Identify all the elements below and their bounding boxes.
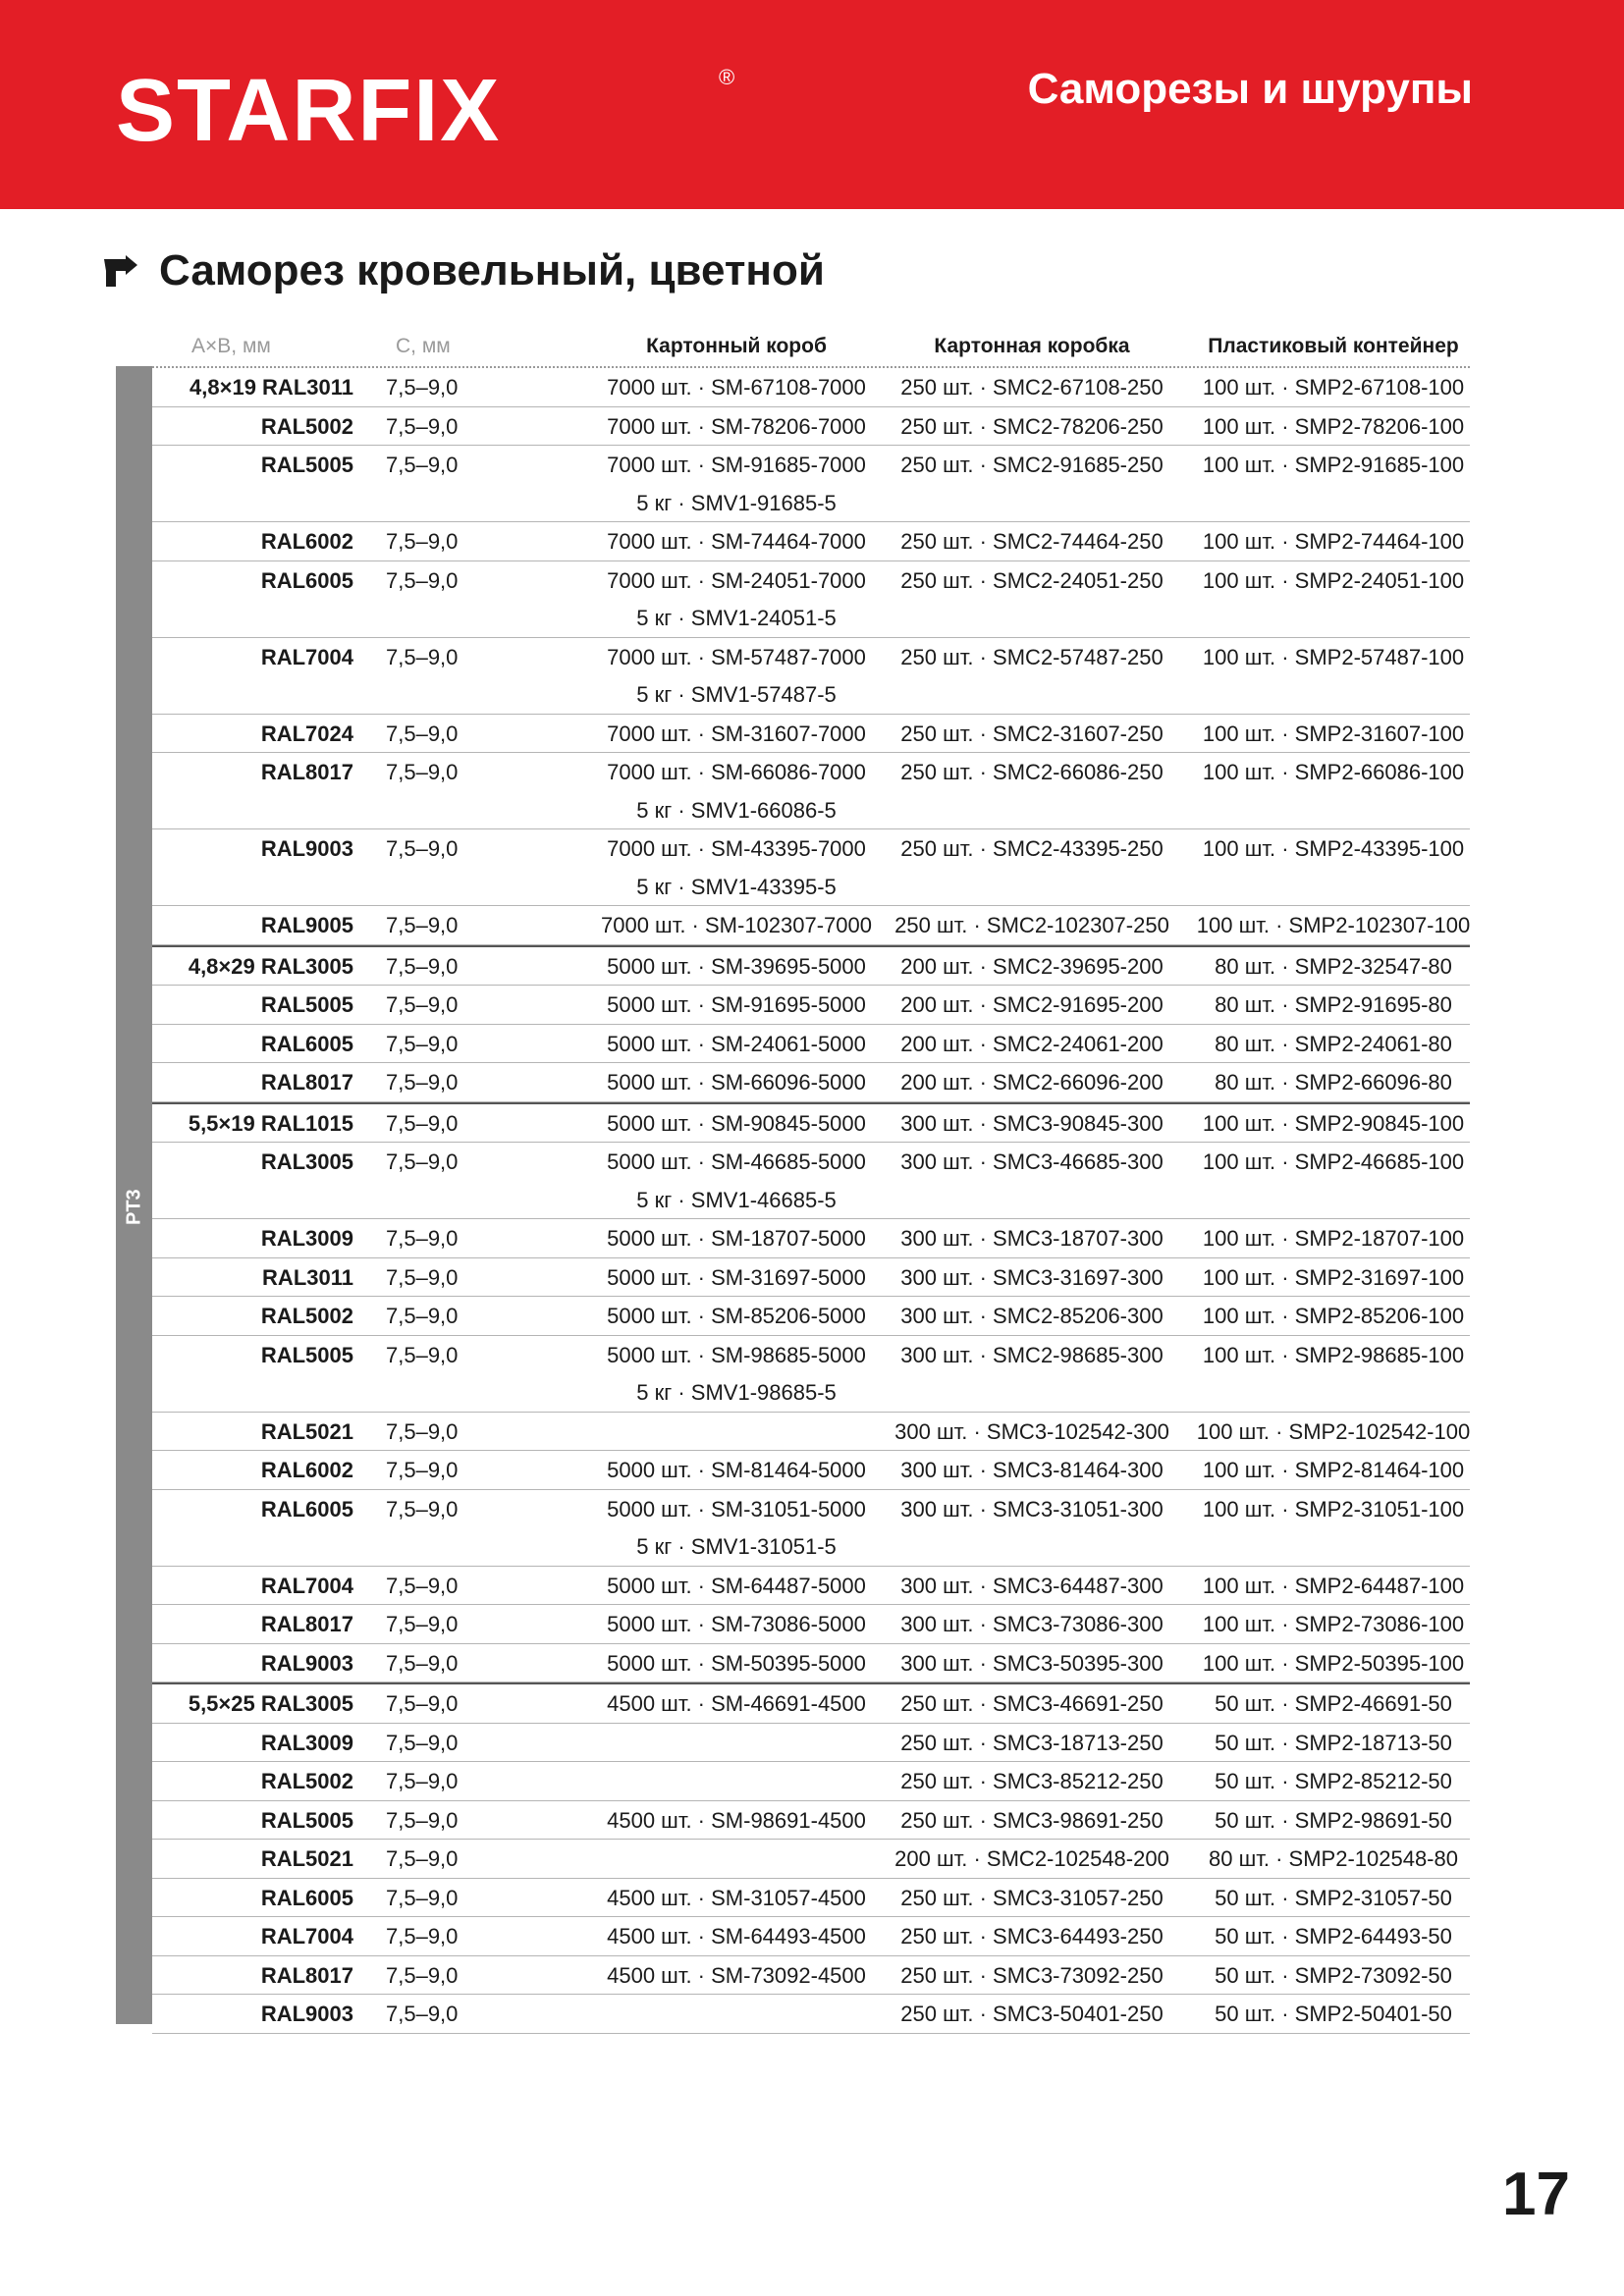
cell-size: RAL7004 bbox=[260, 1924, 353, 1949]
cell-size: RAL6005 bbox=[260, 1885, 353, 1910]
cell-size: RAL7004 bbox=[260, 644, 353, 669]
cell-box: 7000 шт. · SM-78206-7000 bbox=[607, 413, 866, 439]
table-row bbox=[152, 1490, 1470, 1567]
cell-box: 5 кг · SMV1-24051-5 bbox=[636, 606, 837, 630]
cell-box: 5000 шт. · SM-18707-5000 bbox=[607, 1226, 866, 1251]
cell-plastic: 100 шт. · SMP2-91685-100 bbox=[1202, 453, 1465, 477]
cell-carton: 250 шт. · SMC3-18713-250 bbox=[900, 1730, 1164, 1755]
row-line bbox=[152, 715, 1470, 753]
cell-box: 5000 шт. · SM-90845-5000 bbox=[607, 1110, 866, 1136]
cell-size: 4,8×19 RAL3011 bbox=[189, 375, 353, 400]
row-line bbox=[152, 484, 1470, 522]
cell-c: 7,5–9,0 bbox=[386, 1650, 459, 1676]
cell-c: 7,5–9,0 bbox=[386, 1924, 459, 1949]
table-row bbox=[152, 1451, 1470, 1490]
cell-plastic: 80 шт. · SMP2-24061-80 bbox=[1215, 1031, 1452, 1056]
cell-size: RAL8017 bbox=[260, 1612, 353, 1636]
cell-plastic: 100 шт. · SMP2-31607-100 bbox=[1202, 721, 1465, 746]
row-line bbox=[152, 986, 1470, 1024]
table-row bbox=[152, 638, 1470, 715]
table-row bbox=[152, 1025, 1470, 1064]
row-line bbox=[152, 1373, 1470, 1412]
header-c: C, мм bbox=[396, 335, 451, 357]
cell-plastic: 100 шт. · SMP2-66086-100 bbox=[1202, 760, 1465, 784]
cell-c: 7,5–9,0 bbox=[386, 1031, 459, 1056]
cell-plastic: 80 шт. · SMP2-102548-80 bbox=[1209, 1846, 1458, 1871]
cell-box: 4500 шт. · SM-46691-4500 bbox=[607, 1691, 866, 1716]
cell-c: 7,5–9,0 bbox=[386, 1496, 459, 1522]
cell-plastic: 100 шт. · SMP2-50395-100 bbox=[1202, 1650, 1465, 1676]
cell-size: 4,8×29 RAL3005 bbox=[188, 953, 353, 979]
row-line bbox=[152, 407, 1470, 446]
cell-carton: 300 шт. · SMC3-90845-300 bbox=[900, 1110, 1164, 1136]
cell-plastic: 100 шт. · SMP2-64487-100 bbox=[1202, 1573, 1465, 1598]
cell-plastic: 50 шт. · SMP2-46691-50 bbox=[1215, 1691, 1452, 1716]
row-line bbox=[152, 1219, 1470, 1257]
cell-c: 7,5–9,0 bbox=[386, 992, 459, 1017]
section-title: Саморезы и шурупы bbox=[1027, 65, 1473, 113]
cell-carton: 250 шт. · SMC3-50401-250 bbox=[900, 2002, 1164, 2026]
cell-c: 7,5–9,0 bbox=[386, 1304, 459, 1328]
table-row bbox=[152, 1840, 1470, 1879]
cell-carton: 250 шт. · SMC2-67108-250 bbox=[900, 375, 1164, 400]
cell-size: RAL6002 bbox=[260, 1458, 353, 1482]
header-carton: Картонная коробка bbox=[934, 335, 1130, 357]
registered-mark: ® bbox=[719, 65, 735, 89]
cell-carton: 250 шт. · SMC2-102307-250 bbox=[894, 913, 1169, 937]
table-row bbox=[152, 1102, 1470, 1144]
cell-box: 4500 шт. · SM-64493-4500 bbox=[607, 1924, 866, 1949]
table-row bbox=[152, 1956, 1470, 1996]
table-row bbox=[152, 715, 1470, 754]
cell-box: 4500 шт. · SM-31057-4500 bbox=[607, 1885, 866, 1910]
cell-c: 7,5–9,0 bbox=[386, 1691, 459, 1716]
cell-carton: 250 шт. · SMC2-24051-250 bbox=[900, 567, 1164, 593]
cell-c: 7,5–9,0 bbox=[386, 375, 459, 400]
table-row bbox=[152, 1258, 1470, 1298]
row-line bbox=[152, 1181, 1470, 1219]
cell-box: 7000 шт. · SM-43395-7000 bbox=[607, 836, 866, 861]
cell-c: 7,5–9,0 bbox=[386, 1730, 459, 1755]
cell-c: 7,5–9,0 bbox=[386, 1342, 459, 1367]
table-row bbox=[152, 368, 1470, 407]
row-line bbox=[152, 1143, 1470, 1181]
cell-carton: 250 шт. · SMC3-46691-250 bbox=[900, 1691, 1164, 1716]
table-row bbox=[152, 407, 1470, 447]
cell-plastic: 100 шт. · SMP2-98685-100 bbox=[1202, 1342, 1465, 1367]
cell-box: 5000 шт. · SM-66096-5000 bbox=[607, 1070, 866, 1095]
cell-plastic: 100 шт. · SMP2-31697-100 bbox=[1202, 1264, 1465, 1290]
cell-carton: 250 шт. · SMC3-64493-250 bbox=[900, 1924, 1164, 1949]
row-line bbox=[152, 638, 1470, 676]
cell-size: RAL5021 bbox=[260, 1846, 353, 1871]
row-line bbox=[152, 1297, 1470, 1335]
cell-c: 7,5–9,0 bbox=[386, 567, 459, 593]
cell-carton: 300 шт. · SMC2-98685-300 bbox=[900, 1342, 1164, 1367]
cell-carton: 250 шт. · SMC2-74464-250 bbox=[900, 529, 1164, 554]
row-line bbox=[152, 947, 1470, 986]
cell-box: 5 кг · SMV1-66086-5 bbox=[636, 797, 837, 823]
cell-box: 5000 шт. · SM-39695-5000 bbox=[607, 953, 866, 979]
row-line bbox=[152, 1917, 1470, 1955]
row-line bbox=[152, 446, 1470, 484]
table-row bbox=[152, 1644, 1470, 1683]
row-line bbox=[152, 675, 1470, 714]
row-line bbox=[152, 1025, 1470, 1063]
cell-plastic: 100 шт. · SMP2-90845-100 bbox=[1202, 1110, 1465, 1136]
cell-size: RAL6005 bbox=[260, 567, 353, 593]
cell-carton: 250 шт. · SMC3-73092-250 bbox=[900, 1962, 1164, 1988]
table-row bbox=[152, 906, 1470, 945]
cell-carton: 200 шт. · SMC2-24061-200 bbox=[900, 1031, 1164, 1056]
cell-box: 5000 шт. · SM-85206-5000 bbox=[607, 1304, 866, 1328]
cell-carton: 300 шт. · SMC2-85206-300 bbox=[900, 1304, 1164, 1328]
cell-box: 5 кг · SMV1-91685-5 bbox=[636, 490, 837, 515]
header-plastic: Пластиковый контейнер bbox=[1208, 335, 1459, 357]
row-line bbox=[152, 753, 1470, 791]
row-line bbox=[152, 1063, 1470, 1101]
cell-plastic: 50 шт. · SMP2-50401-50 bbox=[1215, 2002, 1452, 2026]
row-line bbox=[152, 1258, 1470, 1297]
cell-c: 7,5–9,0 bbox=[386, 1418, 459, 1444]
header-size: A×B, мм bbox=[191, 335, 271, 357]
cell-box: 5000 шт. · SM-31051-5000 bbox=[607, 1496, 866, 1522]
cell-c: 7,5–9,0 bbox=[386, 953, 459, 979]
cell-box: 5000 шт. · SM-31697-5000 bbox=[607, 1264, 866, 1290]
table-row bbox=[152, 986, 1470, 1025]
cell-plastic: 100 шт. · SMP2-46685-100 bbox=[1202, 1149, 1465, 1174]
row-line bbox=[152, 1956, 1470, 1995]
cell-carton: 250 шт. · SMC2-66086-250 bbox=[900, 760, 1164, 784]
row-line bbox=[152, 1724, 1470, 1762]
table-row bbox=[152, 1801, 1470, 1841]
cell-carton: 200 шт. · SMC2-91695-200 bbox=[900, 992, 1164, 1017]
cell-size: RAL9003 bbox=[260, 836, 353, 861]
cell-box: 5 кг · SMV1-57487-5 bbox=[636, 682, 837, 707]
cell-size: RAL3011 bbox=[262, 1264, 353, 1290]
cell-size: RAL5002 bbox=[260, 1769, 353, 1793]
row-line bbox=[152, 368, 1470, 406]
cell-plastic: 50 шт. · SMP2-18713-50 bbox=[1215, 1730, 1452, 1755]
screw-head-icon bbox=[98, 251, 141, 291]
row-line bbox=[152, 1413, 1470, 1451]
cell-plastic: 100 шт. · SMP2-81464-100 bbox=[1202, 1458, 1465, 1482]
row-line bbox=[152, 1840, 1470, 1878]
cell-carton: 300 шт. · SMC3-102542-300 bbox=[894, 1418, 1169, 1444]
row-line bbox=[152, 1801, 1470, 1840]
cell-size: RAL5002 bbox=[260, 413, 353, 439]
cell-c: 7,5–9,0 bbox=[386, 529, 459, 554]
row-line bbox=[152, 1490, 1470, 1528]
cell-plastic: 100 шт. · SMP2-102542-100 bbox=[1196, 1418, 1471, 1444]
cell-c: 7,5–9,0 bbox=[386, 644, 459, 669]
cell-size: RAL6002 bbox=[260, 529, 353, 554]
cell-size: 5,5×19 RAL1015 bbox=[188, 1110, 353, 1136]
cell-c: 7,5–9,0 bbox=[386, 760, 459, 784]
cell-plastic: 100 шт. · SMP2-73086-100 bbox=[1202, 1612, 1465, 1636]
cell-c: 7,5–9,0 bbox=[386, 721, 459, 746]
product-table bbox=[152, 329, 1470, 2034]
table-row bbox=[152, 945, 1470, 987]
cell-carton: 200 шт. · SMC2-66096-200 bbox=[900, 1070, 1164, 1095]
cell-c: 7,5–9,0 bbox=[386, 1264, 459, 1290]
cell-plastic: 100 шт. · SMP2-57487-100 bbox=[1202, 644, 1465, 669]
row-line bbox=[152, 1644, 1470, 1682]
cell-size: RAL5002 bbox=[260, 1304, 353, 1328]
cell-size: RAL9003 bbox=[260, 2002, 353, 2026]
cell-carton: 250 шт. · SMC2-31607-250 bbox=[900, 721, 1164, 746]
table-row bbox=[152, 1219, 1470, 1258]
table-row bbox=[152, 446, 1470, 522]
row-line bbox=[152, 1995, 1470, 2033]
cell-carton: 250 шт. · SMC2-43395-250 bbox=[900, 836, 1164, 861]
cell-plastic: 100 шт. · SMP2-67108-100 bbox=[1202, 375, 1465, 400]
cell-box: 5 кг · SMV1-46685-5 bbox=[636, 1187, 837, 1212]
table-row bbox=[152, 1143, 1470, 1219]
cell-carton: 300 шт. · SMC3-50395-300 bbox=[900, 1650, 1164, 1676]
cell-plastic: 80 шт. · SMP2-32547-80 bbox=[1215, 953, 1452, 979]
table-row bbox=[152, 1995, 1470, 2034]
cell-box: 5000 шт. · SM-50395-5000 bbox=[607, 1650, 866, 1676]
cell-carton: 250 шт. · SMC2-91685-250 bbox=[900, 453, 1164, 477]
cell-plastic: 100 шт. · SMP2-24051-100 bbox=[1202, 567, 1465, 593]
cell-box: 5000 шт. · SM-73086-5000 bbox=[607, 1612, 866, 1636]
cell-plastic: 50 шт. · SMP2-64493-50 bbox=[1215, 1924, 1452, 1949]
cell-size: RAL9005 bbox=[260, 913, 353, 937]
cell-c: 7,5–9,0 bbox=[386, 1070, 459, 1095]
category-label: PT3 bbox=[123, 1189, 145, 1226]
cell-c: 7,5–9,0 bbox=[386, 1573, 459, 1598]
cell-c: 7,5–9,0 bbox=[386, 2002, 459, 2026]
cell-c: 7,5–9,0 bbox=[386, 1110, 459, 1136]
cell-box: 5 кг · SMV1-31051-5 bbox=[636, 1534, 837, 1559]
cell-size: RAL3005 bbox=[260, 1149, 353, 1174]
cell-plastic: 100 шт. · SMP2-18707-100 bbox=[1202, 1226, 1465, 1251]
cell-size: RAL5005 bbox=[260, 1342, 353, 1367]
page-title: Саморез кровельный, цветной bbox=[159, 246, 825, 294]
cell-box: 5000 шт. · SM-98685-5000 bbox=[607, 1342, 866, 1367]
cell-carton: 300 шт. · SMC3-73086-300 bbox=[900, 1612, 1164, 1636]
table-row bbox=[152, 1336, 1470, 1413]
cell-carton: 300 шт. · SMC3-18707-300 bbox=[900, 1226, 1164, 1251]
cell-plastic: 100 шт. · SMP2-102307-100 bbox=[1196, 913, 1471, 937]
cell-plastic: 100 шт. · SMP2-74464-100 bbox=[1202, 529, 1465, 554]
table-row bbox=[152, 1567, 1470, 1606]
table-row bbox=[152, 1917, 1470, 1956]
cell-carton: 250 шт. · SMC3-98691-250 bbox=[900, 1807, 1164, 1833]
cell-size: RAL6005 bbox=[260, 1031, 353, 1056]
cell-box: 5000 шт. · SM-46685-5000 bbox=[607, 1149, 866, 1174]
cell-c: 7,5–9,0 bbox=[386, 1885, 459, 1910]
cell-plastic: 80 шт. · SMP2-91695-80 bbox=[1215, 992, 1452, 1017]
page-header bbox=[0, 0, 1624, 209]
cell-carton: 250 шт. · SMC3-31057-250 bbox=[900, 1885, 1164, 1910]
cell-box: 5000 шт. · SM-81464-5000 bbox=[607, 1458, 866, 1482]
cell-box: 5 кг · SMV1-43395-5 bbox=[636, 874, 837, 899]
cell-plastic: 50 шт. · SMP2-98691-50 bbox=[1215, 1807, 1452, 1833]
row-line bbox=[152, 599, 1470, 637]
cell-carton: 300 шт. · SMC3-81464-300 bbox=[900, 1458, 1164, 1482]
cell-box: 5000 шт. · SM-91695-5000 bbox=[607, 992, 866, 1017]
table-row bbox=[152, 1297, 1470, 1336]
cell-plastic: 100 шт. · SMP2-43395-100 bbox=[1202, 836, 1465, 861]
table-row bbox=[152, 753, 1470, 829]
table-body bbox=[152, 368, 1470, 2034]
cell-c: 7,5–9,0 bbox=[386, 1458, 459, 1482]
row-line bbox=[152, 1567, 1470, 1605]
cell-size: RAL8017 bbox=[260, 760, 353, 784]
cell-plastic: 100 шт. · SMP2-31051-100 bbox=[1202, 1496, 1465, 1522]
starfix-logo bbox=[110, 37, 735, 165]
header-box: Картонный короб bbox=[646, 335, 827, 357]
page-number: 17 bbox=[1502, 2161, 1570, 2228]
cell-c: 7,5–9,0 bbox=[386, 836, 459, 861]
cell-c: 7,5–9,0 bbox=[386, 1769, 459, 1793]
cell-box: 4500 шт. · SM-98691-4500 bbox=[607, 1807, 866, 1833]
cell-box: 7000 шт. · SM-66086-7000 bbox=[607, 760, 866, 784]
cell-size: RAL5005 bbox=[260, 992, 353, 1017]
row-line bbox=[152, 1336, 1470, 1374]
cell-carton: 300 шт. · SMC3-46685-300 bbox=[900, 1149, 1164, 1174]
cell-carton: 300 шт. · SMC3-31051-300 bbox=[900, 1496, 1164, 1522]
cell-box: 7000 шт. · SM-91685-7000 bbox=[607, 453, 866, 477]
row-line bbox=[152, 868, 1470, 906]
table-row bbox=[152, 1879, 1470, 1918]
table-row bbox=[152, 1682, 1470, 1724]
cell-carton: 300 шт. · SMC3-64487-300 bbox=[900, 1573, 1164, 1598]
table-row bbox=[152, 1762, 1470, 1801]
cell-c: 7,5–9,0 bbox=[386, 1846, 459, 1871]
cell-box: 7000 шт. · SM-31607-7000 bbox=[607, 721, 866, 746]
cell-c: 7,5–9,0 bbox=[386, 1612, 459, 1636]
row-line bbox=[152, 1104, 1470, 1143]
cell-plastic: 100 шт. · SMP2-78206-100 bbox=[1202, 413, 1465, 439]
cell-carton: 250 шт. · SMC3-85212-250 bbox=[900, 1769, 1164, 1793]
cell-plastic: 50 шт. · SMP2-73092-50 bbox=[1215, 1962, 1452, 1988]
table-row bbox=[152, 1724, 1470, 1763]
cell-c: 7,5–9,0 bbox=[386, 1807, 459, 1833]
row-line bbox=[152, 906, 1470, 944]
cell-plastic: 100 шт. · SMP2-85206-100 bbox=[1202, 1304, 1465, 1328]
cell-size: RAL5021 bbox=[260, 1418, 353, 1444]
cell-size: RAL3009 bbox=[260, 1730, 353, 1755]
cell-size: 5,5×25 RAL3005 bbox=[188, 1691, 353, 1716]
logo-wordmark: STARFIX bbox=[116, 62, 502, 160]
row-line bbox=[152, 1451, 1470, 1489]
cell-size: RAL5005 bbox=[260, 453, 353, 477]
cell-size: RAL6005 bbox=[260, 1496, 353, 1522]
cell-box: 7000 шт. · SM-74464-7000 bbox=[607, 529, 866, 554]
cell-size: RAL8017 bbox=[260, 1070, 353, 1095]
cell-c: 7,5–9,0 bbox=[386, 1962, 459, 1988]
cell-carton: 300 шт. · SMC3-31697-300 bbox=[900, 1264, 1164, 1290]
cell-size: RAL7024 bbox=[260, 721, 353, 746]
table-row bbox=[152, 1605, 1470, 1644]
page-heading bbox=[98, 241, 825, 300]
cell-carton: 200 шт. · SMC2-102548-200 bbox=[894, 1846, 1169, 1871]
row-line bbox=[152, 1762, 1470, 1800]
row-line bbox=[152, 522, 1470, 561]
table-row bbox=[152, 1063, 1470, 1102]
cell-box: 5000 шт. · SM-64487-5000 bbox=[607, 1573, 866, 1598]
table-row bbox=[152, 522, 1470, 561]
row-line bbox=[152, 1879, 1470, 1917]
cell-box: 5000 шт. · SM-24061-5000 bbox=[607, 1031, 866, 1056]
cell-c: 7,5–9,0 bbox=[386, 1149, 459, 1174]
cell-size: RAL7004 bbox=[260, 1573, 353, 1598]
cell-c: 7,5–9,0 bbox=[386, 413, 459, 439]
cell-box: 5 кг · SMV1-98685-5 bbox=[636, 1380, 837, 1405]
cell-size: RAL8017 bbox=[260, 1962, 353, 1988]
cell-carton: 250 шт. · SMC2-78206-250 bbox=[900, 413, 1164, 439]
table-header bbox=[152, 329, 1470, 368]
cell-size: RAL3009 bbox=[260, 1226, 353, 1251]
row-line bbox=[152, 1605, 1470, 1643]
cell-plastic: 80 шт. · SMP2-66096-80 bbox=[1215, 1070, 1452, 1095]
cell-box: 7000 шт. · SM-102307-7000 bbox=[600, 913, 872, 937]
table-row bbox=[152, 561, 1470, 638]
cell-carton: 250 шт. · SMC2-57487-250 bbox=[900, 644, 1164, 669]
cell-box: 7000 шт. · SM-57487-7000 bbox=[607, 644, 866, 669]
table-row bbox=[152, 1413, 1470, 1452]
row-line bbox=[152, 791, 1470, 829]
cell-box: 7000 шт. · SM-24051-7000 bbox=[607, 567, 866, 593]
cell-c: 7,5–9,0 bbox=[386, 453, 459, 477]
cell-size: RAL5005 bbox=[260, 1807, 353, 1833]
cell-box: 7000 шт. · SM-67108-7000 bbox=[607, 375, 866, 400]
cell-c: 7,5–9,0 bbox=[386, 1226, 459, 1251]
row-line bbox=[152, 829, 1470, 868]
cell-plastic: 50 шт. · SMP2-31057-50 bbox=[1215, 1885, 1452, 1910]
cell-plastic: 50 шт. · SMP2-85212-50 bbox=[1215, 1769, 1452, 1793]
cell-c: 7,5–9,0 bbox=[386, 913, 459, 937]
table-row bbox=[152, 829, 1470, 906]
row-line bbox=[152, 1527, 1470, 1566]
row-line bbox=[152, 1684, 1470, 1723]
cell-carton: 200 шт. · SMC2-39695-200 bbox=[900, 953, 1164, 979]
cell-box: 4500 шт. · SM-73092-4500 bbox=[607, 1962, 866, 1988]
cell-size: RAL9003 bbox=[260, 1650, 353, 1676]
row-line bbox=[152, 561, 1470, 600]
